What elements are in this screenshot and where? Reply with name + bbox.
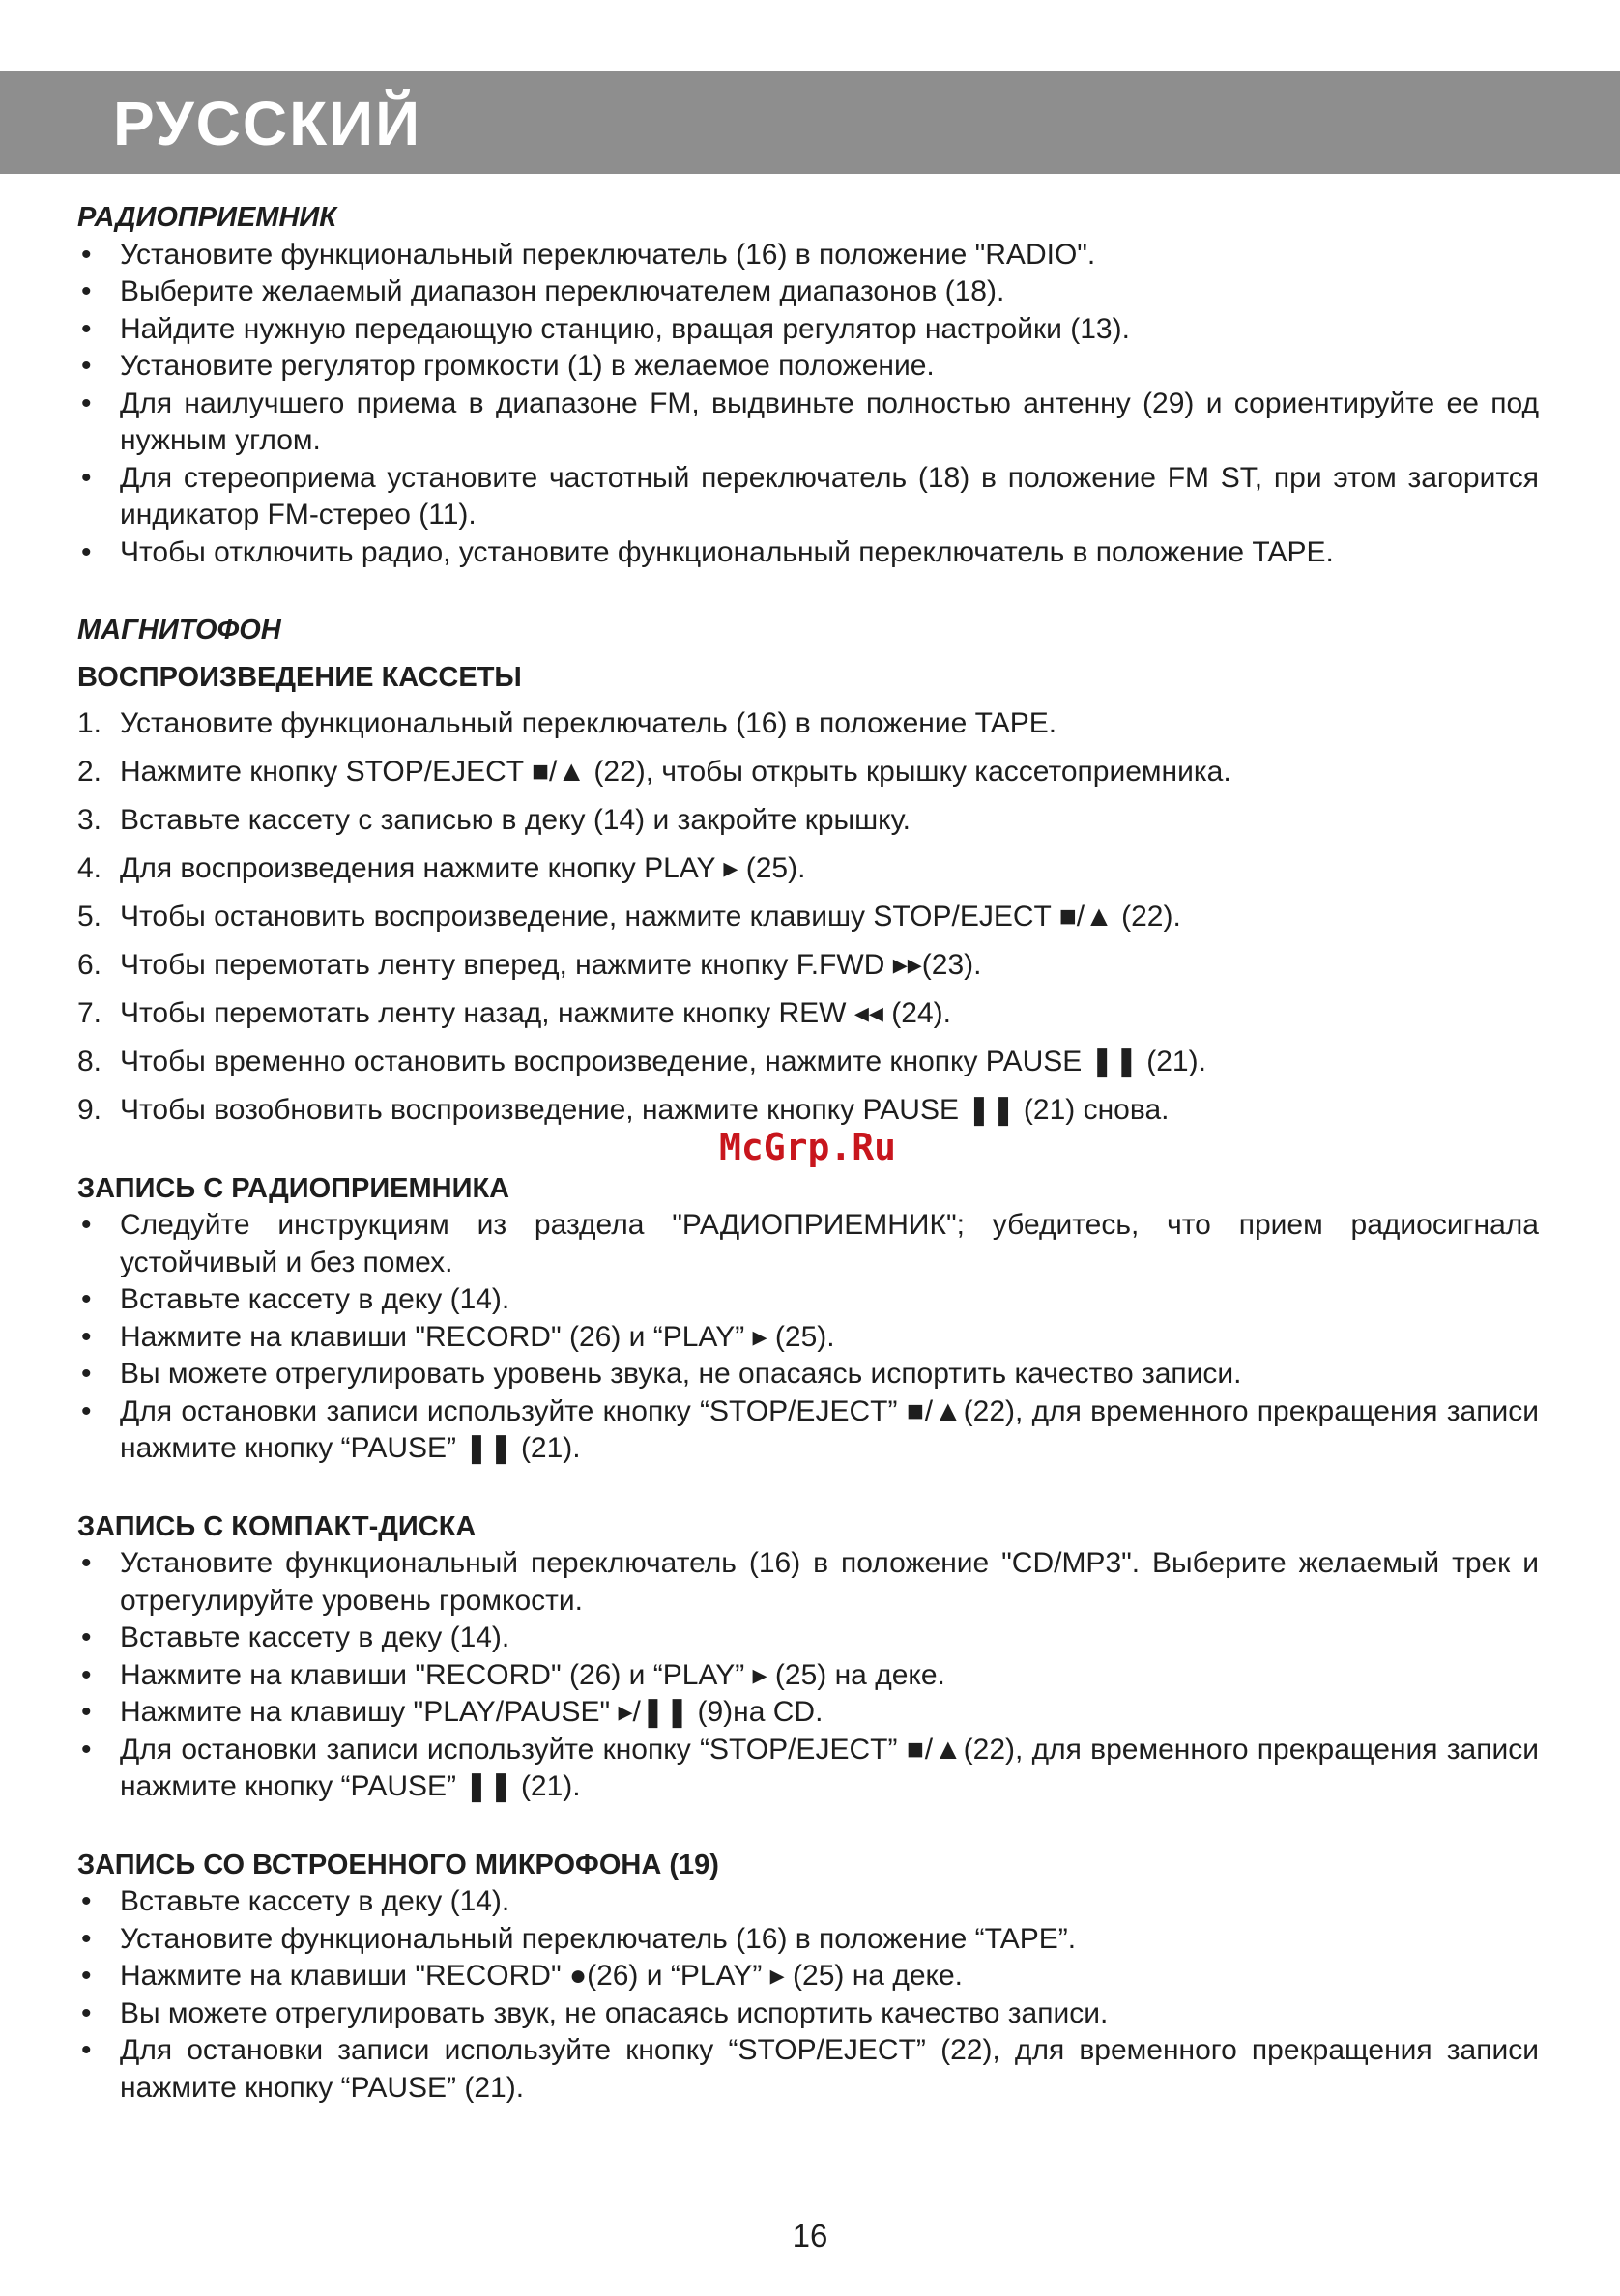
step-text: Нажмите кнопку STOP/EJECT ■/▲ (22), чтобы открыть крышку кассетоприемника.: [120, 756, 1231, 788]
watermark: McGrp.Ru: [719, 1126, 897, 1168]
list-item: • Для остановки записи используйте кнопку “STOP/EJECT” ■/▲(22), для временного прекращения записи нажмите кнопку “PAUSE” ❚❚ (21).: [77, 1393, 1539, 1468]
section-radio-title: РАДИОПРИЕМНИК: [77, 202, 337, 233]
list-item: • Вы можете отрегулировать звук, не опасаясь испортить качество записи.: [77, 1995, 1539, 2033]
step-text: Чтобы возобновить воспроизведение, нажмите кнопку PAUSE ❚❚ (21) снова.: [120, 1094, 1170, 1126]
list-item: • Нажмите на клавиши "RECORD" ●(26) и “PLAY” ▸ (25) на деке.: [77, 1958, 1539, 1995]
step-number: 2.: [77, 756, 102, 788]
step-item: [77, 899, 1539, 936]
step-text: Вставьте кассету с записью в деку (14) и закройте крышку.: [120, 804, 911, 836]
list-item: • Для наилучшего приема в диапазоне FM, выдвиньте полностью антенну (29) и сориентируйте ее под нужным углом.: [77, 386, 1539, 460]
step-item: [77, 1044, 1539, 1081]
list-item: • Вставьте кассету в деку (14).: [77, 1620, 1539, 1657]
list-item: • Нажмите на клавиши "RECORD" (26) и “PLAY” ▸ (25).: [77, 1319, 1539, 1357]
step-number: 9.: [77, 1094, 102, 1126]
section-record-cd-title: ЗАПИСЬ С КОМПАКТ-ДИСКА: [77, 1510, 477, 1542]
section-record-mic-title: ЗАПИСЬ СО ВСТРОЕННОГО МИКРОФОНА (19): [77, 1849, 719, 1880]
tape-steps: [77, 705, 1539, 1130]
section-tape: [77, 612, 1539, 1130]
step-item: [77, 947, 1539, 985]
step-item: [77, 995, 1539, 1033]
step-text: Чтобы перемотать ленту вперед, нажмите кнопку F.FWD ▸▸(23).: [120, 949, 982, 981]
list-item: • Установите функциональный переключатель (16) в положение "RADIO".: [77, 237, 1539, 274]
step-text: Чтобы перемотать ленту назад, нажмите кнопку REW ◂◂ (24).: [120, 997, 951, 1029]
step-number: 5.: [77, 901, 102, 933]
list-item: • Для остановки записи используйте кнопку “STOP/EJECT” ■/▲(22), для временного прекращения записи нажмите кнопку “PAUSE” ❚❚ (21).: [77, 1732, 1539, 1806]
list-item: • Следуйте инструкциям из раздела "РАДИОПРИЕМНИК"; убедитесь, что прием радиосигнала устойчивый и без помех.: [77, 1207, 1539, 1281]
list-item: • Чтобы отключить радио, установите функциональный переключатель в положение TAPE.: [77, 534, 1539, 572]
list-item: • Для остановки записи используйте кнопку “STOP/EJECT” (22), для временного прекращения записи нажмите кнопку “PAUSE” (21).: [77, 2032, 1539, 2107]
section-tape-subtitle: ВОСПРОИЗВЕДЕНИЕ КАССЕТЫ: [77, 661, 522, 693]
step-number: 4.: [77, 852, 102, 884]
step-number: 1.: [77, 707, 102, 739]
step-number: 6.: [77, 949, 102, 981]
step-text: Чтобы остановить воспроизведение, нажмите клавишу STOP/EJECT ■/▲ (22).: [120, 901, 1181, 933]
step-item: [77, 1092, 1539, 1130]
list-item: • Вставьте кассету в деку (14).: [77, 1883, 1539, 1921]
section-record-radio-title: ЗАПИСЬ С РАДИОПРИЕМНИКА: [77, 1172, 510, 1204]
list-item: • Выберите желаемый диапазон переключателем диапазонов (18).: [77, 273, 1539, 311]
step-text: Чтобы временно остановить воспроизведение, нажмите кнопку PAUSE ❚❚ (21).: [120, 1046, 1206, 1077]
step-item: [77, 802, 1539, 840]
page-number: 16: [792, 2218, 828, 2253]
step-number: 8.: [77, 1046, 102, 1077]
step-number: 7.: [77, 997, 102, 1029]
section-record-cd: [77, 1508, 1539, 1806]
list-item: • Вставьте кассету в деку (14).: [77, 1281, 1539, 1319]
list-item: • Вы можете отрегулировать уровень звука, не опасаясь испортить качество записи.: [77, 1356, 1539, 1393]
record-mic-list: [77, 1883, 1539, 2107]
list-item: • Найдите нужную передающую станцию, вращая регулятор настройки (13).: [77, 311, 1539, 349]
list-item: • Для стереоприема установите частотный переключатель (18) в положение FM ST, при этом загорится индикатор FM-стерео (11).: [77, 460, 1539, 534]
section-record-radio: [77, 1170, 1539, 1468]
list-item: • Нажмите на клавиши "RECORD" (26) и “PLAY” ▸ (25) на деке.: [77, 1657, 1539, 1695]
step-text: Установите функциональный переключатель (16) в положение TAPE.: [120, 707, 1057, 739]
section-record-mic: [77, 1847, 1539, 2108]
radio-list: [77, 237, 1539, 572]
list-item: • Нажмите на клавишу "PLAY/PAUSE" ▸/❚❚ (9)на CD.: [77, 1694, 1539, 1732]
step-item: [77, 705, 1539, 743]
record-cd-list: [77, 1545, 1539, 1806]
list-item: • Установите регулятор громкости (1) в желаемое положение.: [77, 348, 1539, 386]
section-radio: [77, 199, 1539, 571]
language-title: РУССКИЙ: [113, 89, 422, 158]
list-item: • Установите функциональный переключатель (16) в положение "CD/MP3". Выберите желаемый трек и отрегулируйте уровень громкости.: [77, 1545, 1539, 1620]
step-item: [77, 754, 1539, 791]
record-radio-list: [77, 1207, 1539, 1468]
step-number: 3.: [77, 804, 102, 836]
language-banner: [0, 71, 1620, 174]
step-text: Для воспроизведения нажмите кнопку PLAY ▸ (25).: [120, 852, 806, 884]
step-item: [77, 850, 1539, 888]
list-item: • Установите функциональный переключатель (16) в положение “TAPE”.: [77, 1921, 1539, 1959]
section-tape-title: МАГНИТОФОН: [77, 615, 281, 646]
